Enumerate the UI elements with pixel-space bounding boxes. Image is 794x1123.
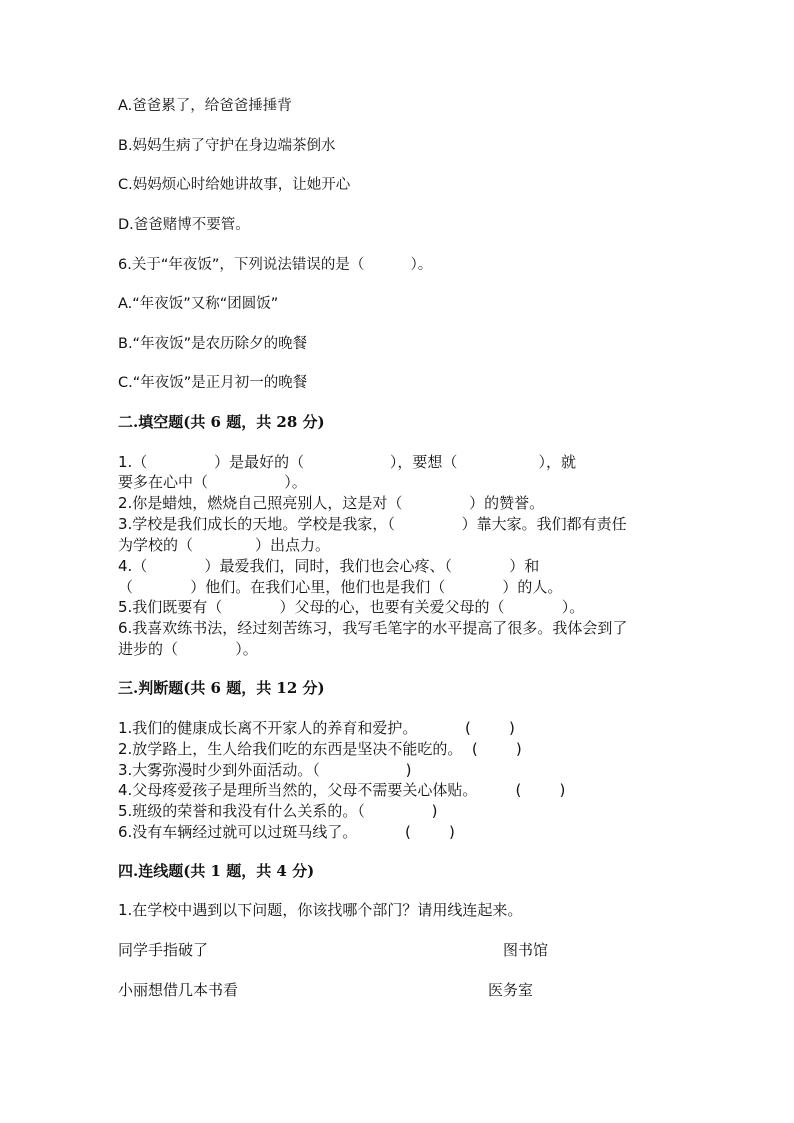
- fill-line-4: 3.学校是我们成长的天地。学校是我家，（ ）靠大家。我们都有责任: [118, 515, 627, 533]
- fill-line-2: 要多在心中（ ）。: [118, 473, 307, 491]
- match-right-2: 医务室: [488, 981, 534, 999]
- judge-line-4: 4.父母疼爱孩子是理所当然的，父母不需要关心体贴。 ( ): [118, 781, 566, 799]
- q5-option-c: C.妈妈烦心时给她讲故事，让她开心: [118, 177, 351, 193]
- fill-heading: 二.填空题(共 6 题，共 28 分): [118, 413, 325, 431]
- judge-line-6: 6.没有车辆经过就可以过斑马线了。 ( ): [118, 823, 455, 841]
- fill-line-3: 2.你是蜡烛，燃烧自己照亮别人，这是对（ ）的赞誉。: [118, 494, 545, 512]
- q6-option-a: A.“年夜饭”又称“团圆饭”: [118, 296, 279, 312]
- fill-line-6: 4.（ ）最爱我们，同时，我们也会心疼、（ ）和: [118, 557, 540, 575]
- match-heading: 四.连线题(共 1 题，共 4 分): [118, 862, 315, 880]
- fill-line-9: 6.我喜欢练书法，经过刻苦练习，我写毛笔字的水平提高了很多。我体会到了: [118, 619, 628, 637]
- judge-line-3: 3.大雾弥漫时少到外面活动。（ ): [118, 761, 412, 779]
- q5-option-a: A.爸爸累了，给爸爸捶捶背: [118, 98, 292, 114]
- q6-option-c: C.“年夜饭”是正月初一的晚餐: [118, 375, 308, 391]
- judge-line-2: 2.放学路上，生人给我们吃的东西是坚决不能吃的。 ( ): [118, 740, 522, 758]
- fill-line-7: （ ）他们。在我们心里，他们也是我们（ ）的人。: [118, 578, 563, 596]
- match-left-1: 同学手指破了: [118, 941, 209, 959]
- judge-line-5: 5.班级的荣誉和我没有什么关系的。（ ): [118, 802, 438, 820]
- fill-line-5: 为学校的（ ）出点力。: [118, 536, 330, 554]
- q5-option-b: B.妈妈生病了守护在身边端茶倒水: [118, 138, 336, 154]
- q6-option-b: B.“年夜饭”是农历除夕的晚餐: [118, 336, 308, 352]
- judge-heading: 三.判断题(共 6 题，共 12 分): [118, 679, 325, 697]
- judge-line-1: 1.我们的健康成长离不开家人的养育和爱护。 ( ): [118, 719, 515, 737]
- fill-line-8: 5.我们既要有（ ）父母的心，也要有关爱父母的（ ）。: [118, 598, 585, 616]
- match-question: 1.在学校中遇到以下问题，你该找哪个部门？请用线连起来。: [118, 901, 523, 919]
- q6-stem: 6.关于“年夜饭”，下列说法错误的是（ ）。: [118, 257, 433, 273]
- fill-line-1: 1.（ ）是最好的（ ），要想（ ），就: [118, 453, 576, 471]
- match-right-1: 图书馆: [503, 941, 549, 959]
- match-left-2: 小丽想借几本书看: [118, 981, 239, 999]
- q5-option-d: D.爸爸赌博不要管。: [118, 217, 250, 233]
- fill-line-10: 进步的（ ）。: [118, 640, 258, 658]
